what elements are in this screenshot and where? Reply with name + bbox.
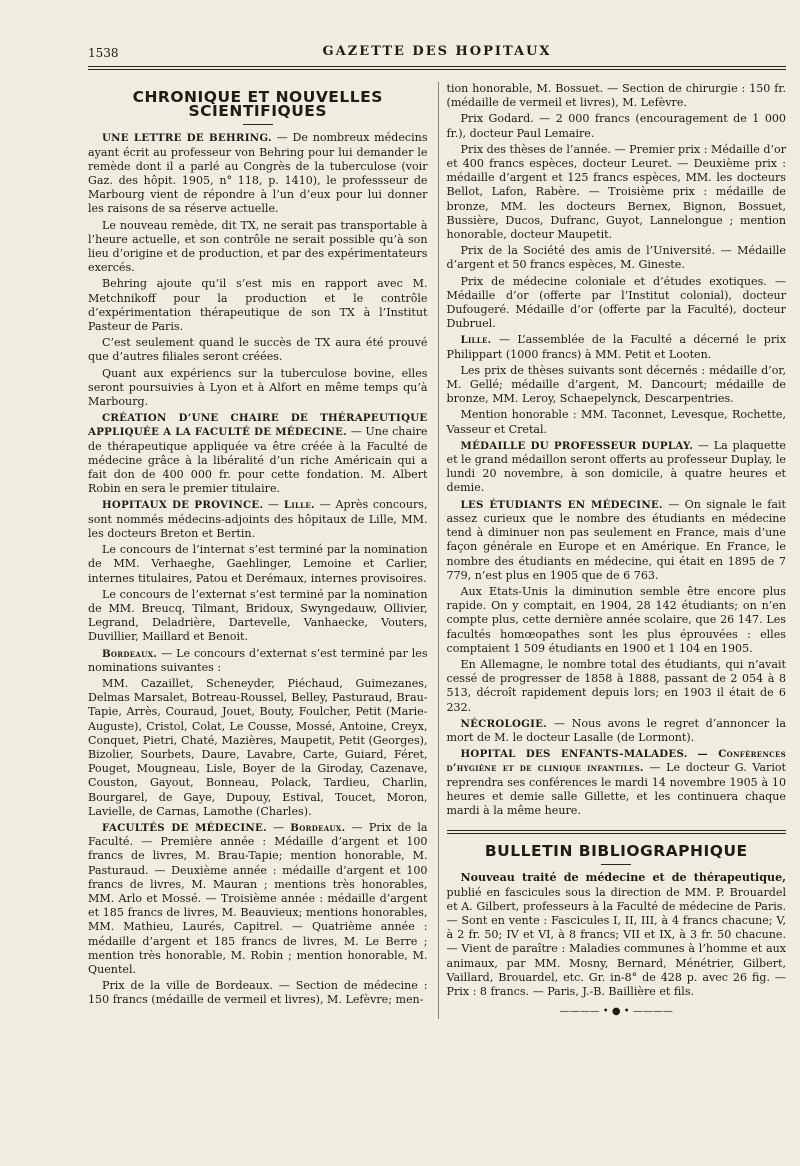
paragraph: FACULTÉS DE MÉDECINE. — Bordeaux. — Prix de la Faculté. — Première année : Médaille d’argent et 100 francs de livres, M. Brau-Tapie; mention honorable, M. Pasturaud. — Deuxième année : médaille d’argent et 100 francs de livres, M. Mauran ; mentions très honorables, MM. Arlo et Mossé. — Troisième année : médaille d’argent et 185 francs de livres, M. Beauvieux; mentions honorables, MM. Mathieu, Laurés, Capitrel. — Quatrième année : médaille d’argent et 185 francs de livres, M. Le Berre ; mention très honorable, M. Robin ; mention honorable, M. Quentel. (88, 820, 428, 976)
paragraph: Prix Godard. — 2 000 francs (encouragement de 1 000 fr.), docteur Paul Lemaire. (446, 112, 786, 140)
paragraph (447, 747, 787, 818)
left-column (88, 82, 428, 1019)
page-header (88, 40, 786, 62)
paragraph: Mention honorable : MM. Taconnet, Levesque, Rochette, Vasseur et Cretal. (446, 408, 786, 436)
right-column (438, 82, 787, 1019)
paragraph: Quant aux expériencs sur la tuberculose bovine, elles seront poursuivies à Lyon et à Alfort en même temps qu’à Marbourg. (88, 366, 428, 409)
end-ornament-icon: ———— • ● • ———— (559, 1006, 673, 1018)
city-heading: Lille. (460, 334, 492, 347)
paragraph-text: — Le concours d’externat s’est terminé par les nominations suivantes : (88, 646, 428, 674)
section-separator (447, 830, 787, 834)
chronique-title: CHRONIQUE ET NOUVELLES SCIENTIFIQUES (132, 88, 383, 121)
paragraph-text: — Le docteur G. Variot reprendra ses conférences le mardi 14 novembre 1905 à 10 heures et demie salle Gillette, et les continuera chaque mardi à la même heure. (446, 761, 787, 817)
paragraph: MM. Cazaillet, Scheneyder, Piéchaud, Guimezanes, Delmas Marsalet, Botreau-Roussel, Belley, Pasturaud, Brau-Tapie, Arrès, Couraud, Jouet, Bouty, Foulcher, Petit (Marie-Auguste), Cristol, Colat, Le Cousse, Mossé, Antoine, Creyx, Conquet, Pietri, Chaté, Mazières, Maupetit, Petit (Georges), Bizolier, Sourbets, Daure, Lavabre, Carte, Guiard, Féret, Pouget, Mougneau, Lisle, Boyer de la Giroday, Cazenave, Couston, Gayout, Bonneau, Polack, Tardieu, Charlin, Bourgarel, de Gaye, Dupouy, Estival, Toucet, Moron, Lavielle, de Carnas, Lamothe (Charles). (88, 676, 428, 818)
journal-title: GAZETTE DES HOPITAUX (322, 44, 552, 59)
section-heading: HOPITAL DES ENFANTS-MALADES. (460, 748, 688, 761)
paragraph: Prix de médecine coloniale et d’études exotiques. — Médaille d’or (offerte par l’Institut colonial), docteur Dufougeré. Médaille d’or (offerte par la Faculté), docteur Dubruel. (446, 274, 786, 331)
section-heading: UNE LETTRE DE BEHRING. (102, 132, 272, 145)
page-number: 1538 (88, 46, 119, 60)
paragraph: Le concours de l’externat s’est terminé par la nomination de MM. Breucq, Tilmant, Bridoux, Swyngedauw, Ollivier, Legrand, Deladrière, Dartevelle, Vanhaecke, Vouters, Duvillier, Maillard et Benoit. (88, 587, 428, 644)
city-heading: Bordeaux. (102, 647, 158, 660)
paragraph-text: — L’assemblée de la Faculté a décerné le prix Philippart (1000 francs) à MM. Petit et Looten. (446, 333, 786, 361)
paragraph (447, 871, 787, 999)
paragraph (447, 717, 787, 745)
section-heading: LES ÉTUDIANTS EN MÉDECINE. (460, 498, 663, 511)
paragraph-text: — Une chaire de thérapeutique appliquée va être créée à la Faculté de médecine grâce à la libéralité d’un riche Américain qui a fait don de 400 000 fr. pour cette fondation. M. Albert Robin en sera le premier titulaire. (88, 425, 428, 496)
section-heading: HOPITAUX DE PROVINCE. (102, 499, 264, 512)
paragraph: Le nouveau remède, dit TX, ne serait pas transportable à l’heure actuelle, et son contrôle ne serait possible qu’à son lieu d’origine et de production, et par des expérimentateurs exercés. (88, 218, 428, 275)
section-heading: MÉDAILLE DU PROFESSEUR DUPLAY. (460, 439, 694, 452)
paragraph-text: — Prix de la Faculté. — Première année : Médaille d’argent et 100 francs de livres, M. Brau-Tapie; mention honorable, M. Pasturaud. — Deuxième année : médaille d’argent et 100 francs de livres, M. Mauran ; mentions très honorables, MM. Arlo et Mossé. — Troisième année : médaille d’argent et 185 francs de livres, M. Beauvieux; mentions honorables, MM. Mathieu, Laurés, Capitrel. — Quatrième année : médaille d’argent et 185 francs de livres, M. Le Berre ; mention très honorable, M. Robin ; mention honorable, M. Quentel. (88, 820, 428, 976)
header-rule (88, 66, 786, 70)
paragraph-text: — Après concours, sont nommés médecins-adjoints des hôpitaux de Lille, MM. les docteurs Breton et Bertin. (88, 498, 428, 540)
paragraph: Prix de la Société des amis de l’Université. — Médaille d’argent et 50 francs espèces, M. Gineste. (446, 244, 786, 272)
paragraph-text: — De nombreux médecins ayant écrit au professeur von Behring pour lui demander le remède dont il a parlé au Congrès de la tuberculose (voir Gaz. des hôpit. 1905, n° 118, p. 1410), le professseur de Marbourg vient de répondre à l’un d’eux pour lui donner les raisons de sa réserve actuelle. (88, 131, 428, 216)
paragraph: Prix de la ville de Bordeaux. — Section de médecine : 150 francs (médaille de vermeil et livres), M. Lefèvre; men- (88, 979, 428, 1007)
bulletin-title: BULLETIN BIBLIOGRAPHIQUE (484, 842, 748, 861)
paragraph-text: — On signale le fait assez curieux que le nombre des étudiants en médecine tend à diminuer non pas seulement en France, mais d’une façon générale en Europe et en Amérique. En France, le nombre des étudiants en médecine, qui était en 1895 de 7 779, n’est plus en 1905 que de 6 763. (446, 497, 786, 582)
columns (88, 82, 786, 1019)
sub-heading: — Conférences d’hygiène et de clinique infantiles. (446, 748, 786, 775)
section-heading: CRÉATION D’UNE CHAIRE DE THÉRAPEUTIQUE APPLIQUÉE A LA FACULTÉ DE MÉDECINE. (88, 412, 428, 439)
paragraph: Aux Etats-Unis la diminution semble être encore plus rapide. On y comptait, en 1904, 28 142 étudiants; on n’en compte plus, cette dernière année scolaire, que 26 147. Les facultés homœopathes sont les plus éprouvées : elles comptaient 1 509 étudiants en 1900 et 1 104 en 1905. (446, 584, 786, 655)
paragraph (88, 131, 428, 216)
city-heading: Bordeaux. (290, 821, 346, 834)
paragraph: HOPITAUX DE PROVINCE. — Lille. — Après concours, sont nommés médecins-adjoints des hôpitaux de Lille, MM. les docteurs Breton et Bertin. (88, 498, 428, 540)
city-heading: Lille. (283, 499, 315, 512)
paragraph: Prix des thèses de l’année. — Premier prix : Médaille d’or et 400 francs espèces, docteur Leuret. — Deuxième prix : médaille d’argent et 125 francs espèces, MM. les docteurs Bellot, Lafon, Rabère. — Troisième prix : médaille de bronze, MM. les docteurs Bernex, Bignon, Bossuet, Bussière, Ducos, Dufranc, Guyot, Lannelongue ; mention honorable, docteur Maupetit. (446, 142, 786, 242)
paragraph (88, 411, 428, 496)
paragraph: Behring ajoute qu’il s’est mis en rapport avec M. Metchnikoff pour la production et le contrôle d’expérimentation thérapeutique de son TX à l’Institut Pasteur de Paris. (88, 277, 428, 334)
section-heading: FACULTÉS DE MÉDECINE. (102, 821, 267, 834)
paragraph (88, 647, 428, 675)
paragraph-text: — La plaquette et le grand médaillon seront offerts au professeur Duplay, le lundi 20 novembre, à son domicile, à quatre heures et demie. (446, 438, 787, 495)
title-rule (243, 124, 273, 125)
title-rule (601, 864, 631, 865)
paragraph: En Allemagne, le nombre total des étudiants, qui n’avait cessé de progresser de 1858 à 1888, passant de 2 054 à 8 513, décroît rapidement depuis lors; en 1903 il était de 6 232. (446, 657, 786, 714)
book-title: Nouveau traité de médecine et de thérapeutique, (460, 871, 786, 885)
paragraph-text: — Nous avons le regret d’annoncer la mort de M. le docteur Lasalle (de Lormont). (446, 716, 786, 744)
section-heading: NÉCROLOGIE. (460, 717, 548, 730)
paragraph: Le concours de l’internat s’est terminé par la nomination de MM. Verhaeghe, Gaehlinger, Lemoine et Carlier, internes titulaires, Patou et Derémaux, internes provisoires. (88, 543, 428, 585)
paragraph (447, 439, 787, 496)
paragraph-text: publié en fascicules sous la direction de MM. P. Brouardel et A. Gilbert, professeurs à la Faculté de médecine de Paris. — Sont en vente : Fascicules I, II, III, à 4 francs chacune; V, à 2 fr. 50; IV et VI, à 8 francs; VII et IX, à 3 fr. 50 chacune. — Vient de paraître : Maladies communes à l’homme et aux animaux, par MM. Mosny, Bernard, Ménétrier, Gilbert, Vaillard, Brouardel, etc. Gr. in-8° de 428 p. avec 26 fig. — Prix : 8 francs. — Paris, J.-B. Baillière et fils. (446, 885, 786, 998)
paragraph: C’est seulement quand le succès de TX aura été prouvé que d’autres filiales seront créées. (88, 336, 428, 364)
paragraph (447, 498, 787, 583)
paragraph (447, 333, 787, 361)
paragraph: Les prix de thèses suivants sont décernés : médaille d’or, M. Gellé; médaille d’argent, M. Dancourt; médaille de bronze, MM. Leroy, Schaepelynck, Descarpentries. (446, 363, 786, 406)
paragraph: tion honorable, M. Bossuet. — Section de chirurgie : 150 fr. (médaille de vermeil et livres), M. Lefèvre. (446, 82, 786, 110)
